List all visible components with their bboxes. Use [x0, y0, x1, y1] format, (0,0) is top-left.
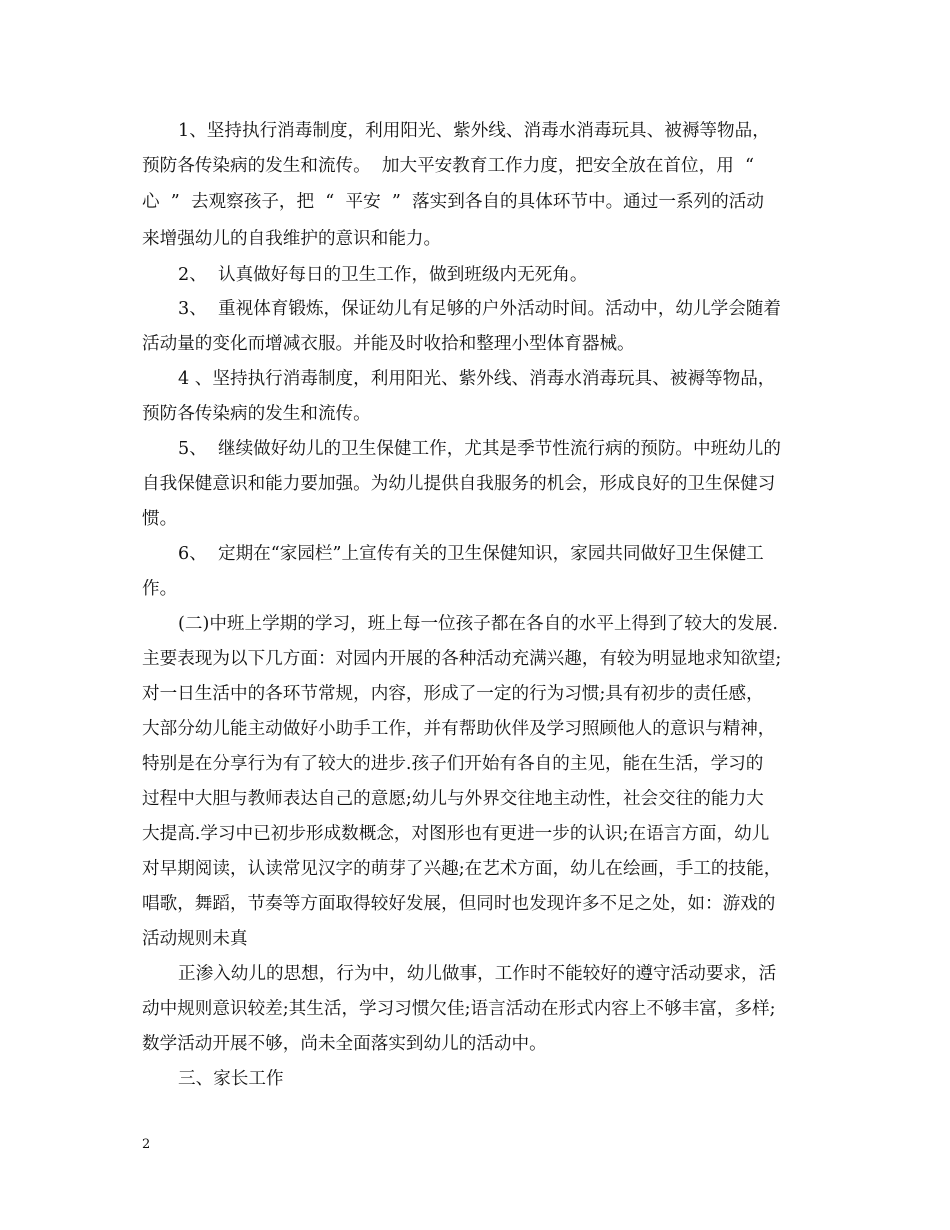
- text-line-16: 主要表现为以下几方面：对园内开展的各种活动充满兴趣，有较为明显地求知欲望;: [142, 649, 782, 669]
- text-line-19: 特别是在分享行为有了较大的进步.孩子们开始有各自的主见，能在生活，学习的: [142, 754, 764, 774]
- text-line-21: 大提高.学习中已初步形成数概念，对图形也有更进一步的认识;在语言方面，幼儿: [142, 824, 770, 844]
- text-line-11: 自我保健意识和能力要加强。为幼儿提供自我服务的机会，形成良好的卫生保健习: [142, 474, 776, 494]
- text-line-5: 2、 认真做好每日的卫生工作，做到班级内无死角。: [178, 265, 588, 285]
- text-line-24: 活动规则未真: [142, 929, 248, 949]
- text-line-22: 对早期阅读，认读常见汉字的萌芽了兴趣;在艺术方面，幼儿在绘画，手工的技能，: [142, 859, 782, 879]
- text-line-23: 唱歌，舞蹈，节奏等方面取得较好发展，但同时也发现许多不足之处，如：游戏的: [142, 894, 776, 914]
- text-line-4: 来增强幼儿的自我维护的意识和能力。: [142, 229, 442, 249]
- text-line-17: 对一日生活中的各环节常规，内容，形成了一定的行为习惯;具有初步的责任感，: [142, 684, 764, 704]
- text-line-26: 动中规则意识较差;其生活，学习习惯欠佳;语言活动在形式内容上不够丰富，多样;: [142, 999, 776, 1019]
- text-line-13: 6、 定期在“家园栏”上宣传有关的卫生保健知识，家园共同做好卫生保健工: [178, 544, 764, 564]
- section-heading-parent-work: 三、家长工作: [178, 1069, 284, 1089]
- text-line-2: 预防各传染病的发生和流传。 加大平安教育工作力度，把安全放在首位，用 “: [142, 156, 754, 176]
- text-line-15: (二)中班上学期的学习，班上每一位孩子都在各自的水平上得到了较大的发展.: [178, 614, 778, 634]
- text-line-8: 4 、坚持执行消毒制度，利用阳光、紫外线、消毒水消毒玩具、被褥等物品，: [178, 369, 776, 389]
- text-line-27: 数学活动开展不够，尚未全面落实到幼儿的活动中。: [142, 1034, 547, 1054]
- text-line-25: 正渗入幼儿的思想，行为中，幼儿做事，工作时不能较好的遵守活动要求，活: [178, 964, 777, 984]
- text-line-7: 活动量的变化而增减衣服。并能及时收拾和整理小型体育器械。: [142, 334, 635, 354]
- text-line-6: 3、 重视体育锻炼，保证幼儿有足够的户外活动时间。活动中，幼儿学会随着: [178, 299, 781, 319]
- text-line-1: 1、坚持执行消毒制度，利用阳光、紫外线、消毒水消毒玩具、被褥等物品，: [178, 121, 770, 141]
- text-line-9: 预防各传染病的发生和流传。: [142, 404, 371, 424]
- text-line-3: 心 ” 去观察孩子，把 “ 平安 ” 落实到各自的具体环节中。通过一系列的活动: [142, 192, 764, 212]
- text-line-10: 5、 继续做好幼儿的卫生保健工作，尤其是季节性流行病的预防。中班幼儿的: [178, 439, 781, 459]
- text-line-12: 惯。: [142, 509, 178, 529]
- text-line-14: 作。: [142, 579, 178, 599]
- text-line-18: 大部分幼儿能主动做好小助手工作，并有帮助伙伴及学习照顾他人的意识与精神，: [142, 719, 776, 739]
- page-number: 2: [142, 1137, 151, 1152]
- text-line-20: 过程中大胆与教师表达自己的意愿;幼儿与外界交往地主动性，社会交往的能力大: [142, 789, 764, 809]
